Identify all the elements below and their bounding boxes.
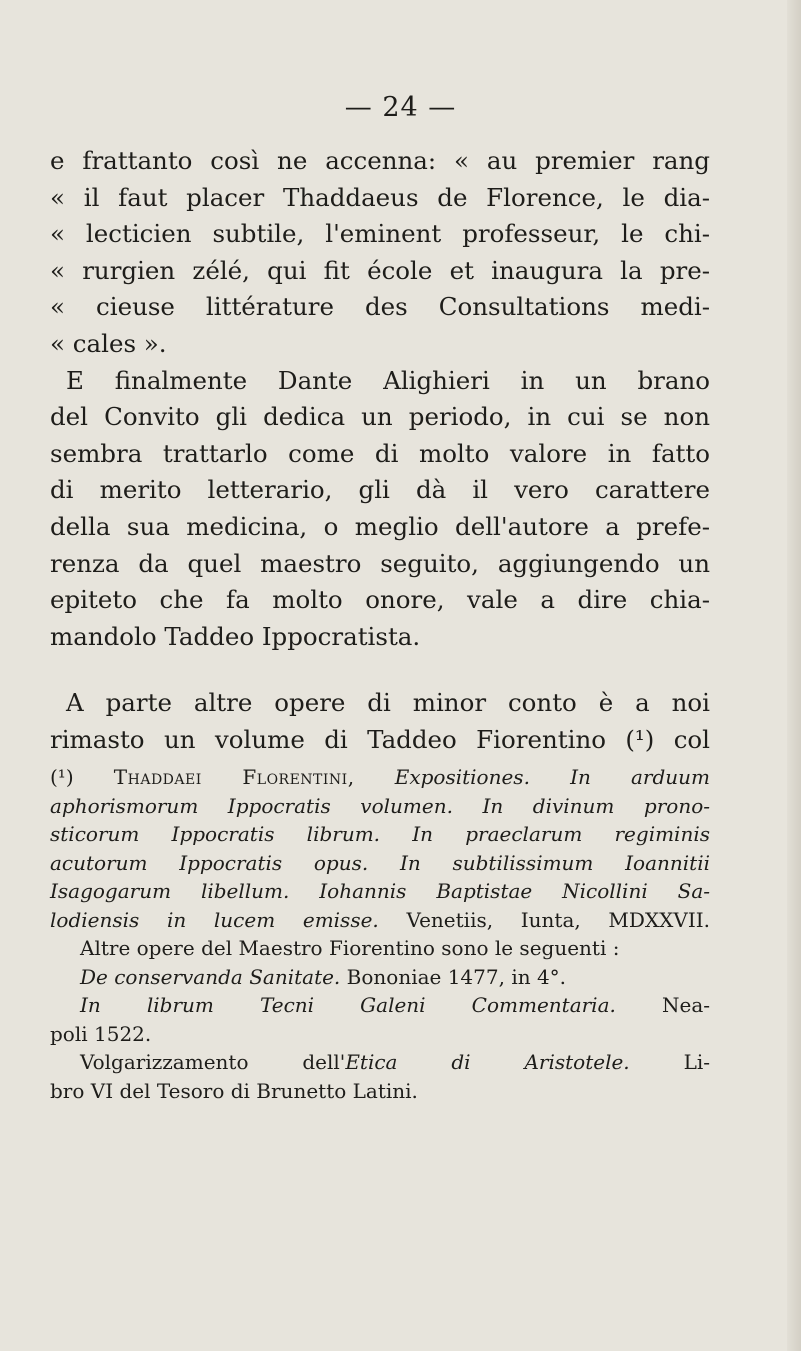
work-pub: Bononiae 1477, in 4°. [346,964,567,989]
text-line: del Convito gli dedica un periodo, in cui se non [50,402,710,432]
footnote-title: Isagogarum libellum. Iohannis Baptistae Nicollini Sa- [50,879,710,903]
text-line: renza da quel maestro seguito, aggiungendo un [50,548,710,578]
text-line: epiteto che fa molto onore, vale a dire chia- [50,585,710,615]
footnote-line [50,1048,710,1077]
footnote-line [50,991,710,1020]
work-pub: Li- [683,1050,711,1074]
footnote-line [50,820,710,849]
work-title: De conservanda Sanitate. [80,964,341,989]
footnote-title: aphorismorum Ippocratis volumen. In divinum prono- [50,793,710,818]
footnotes [50,763,710,1105]
text-line: rimasto un volume di Taddeo Fiorentino (¹) col [50,724,710,754]
text-line: « cales ». [50,328,167,358]
text-line: mandolo Taddeo Ippocratista. [50,621,421,651]
work-title: Etica di Aristotele. [345,1050,630,1074]
footnote-line [50,792,710,821]
text-line: « lecticien subtile, l'eminent professeur, le chi- [50,219,710,249]
footnote-author: Thaddaei Florentini, [113,765,355,789]
text-line: della sua medicina, o meglio dell'autore a prefe- [50,511,710,541]
footnote-line [50,849,710,878]
text-line: A parte altre opere di minor conto è a noi [66,688,710,718]
footnote-line: poli 1522. [50,1021,152,1046]
footnote-line [50,877,710,906]
footnote-line: bro VI del Tesoro di Brunetto Latini. [50,1078,418,1103]
footnote-title: sticorum Ippocratis librum. In praeclarum regiminis [50,822,710,846]
footnote-line: Altre opere del Maestro Fiorentino sono le seguenti : [80,936,620,960]
footnote-line [50,906,710,935]
work-pub: Volgarizzamento dell' [80,1050,346,1074]
text-line: di merito letterario, gli dà il vero carattere [50,475,710,505]
paragraph-gap [50,655,710,685]
main-text [50,143,710,759]
text-line: sembra trattarlo come di molto valore in fatto [50,438,710,468]
footnote-title: acutorum Ippocratis opus. In subtilissimum Ioannitii [50,850,710,875]
page-number: — 24 — [344,92,457,123]
page-edge [787,0,801,1351]
text-line: « rurgien zélé, qui fit école et inaugura la pre- [50,255,710,285]
footnote-title: Expositiones. In arduum [394,765,711,789]
text-line: « cieuse littérature des Consultations medi- [50,292,710,322]
footnote-title: lodiensis in lucem emisse. [50,907,379,932]
text-line: E finalmente Dante Alighieri in un brano [66,365,710,395]
footnote-marker: (¹) [50,765,74,789]
work-title: In librum Tecni Galeni Commentaria. [80,993,616,1017]
text-line: « il faut placer Thaddaeus de Florence, le dia- [50,182,710,212]
text-line: e frattanto così ne accenna: « au premier rang [50,146,710,175]
footnote-line [50,763,710,792]
work-pub: Nea- [661,993,711,1017]
footnote-imprint: Venetiis, Iunta, MDXXVII. [406,907,711,932]
footnote-line [50,963,710,992]
